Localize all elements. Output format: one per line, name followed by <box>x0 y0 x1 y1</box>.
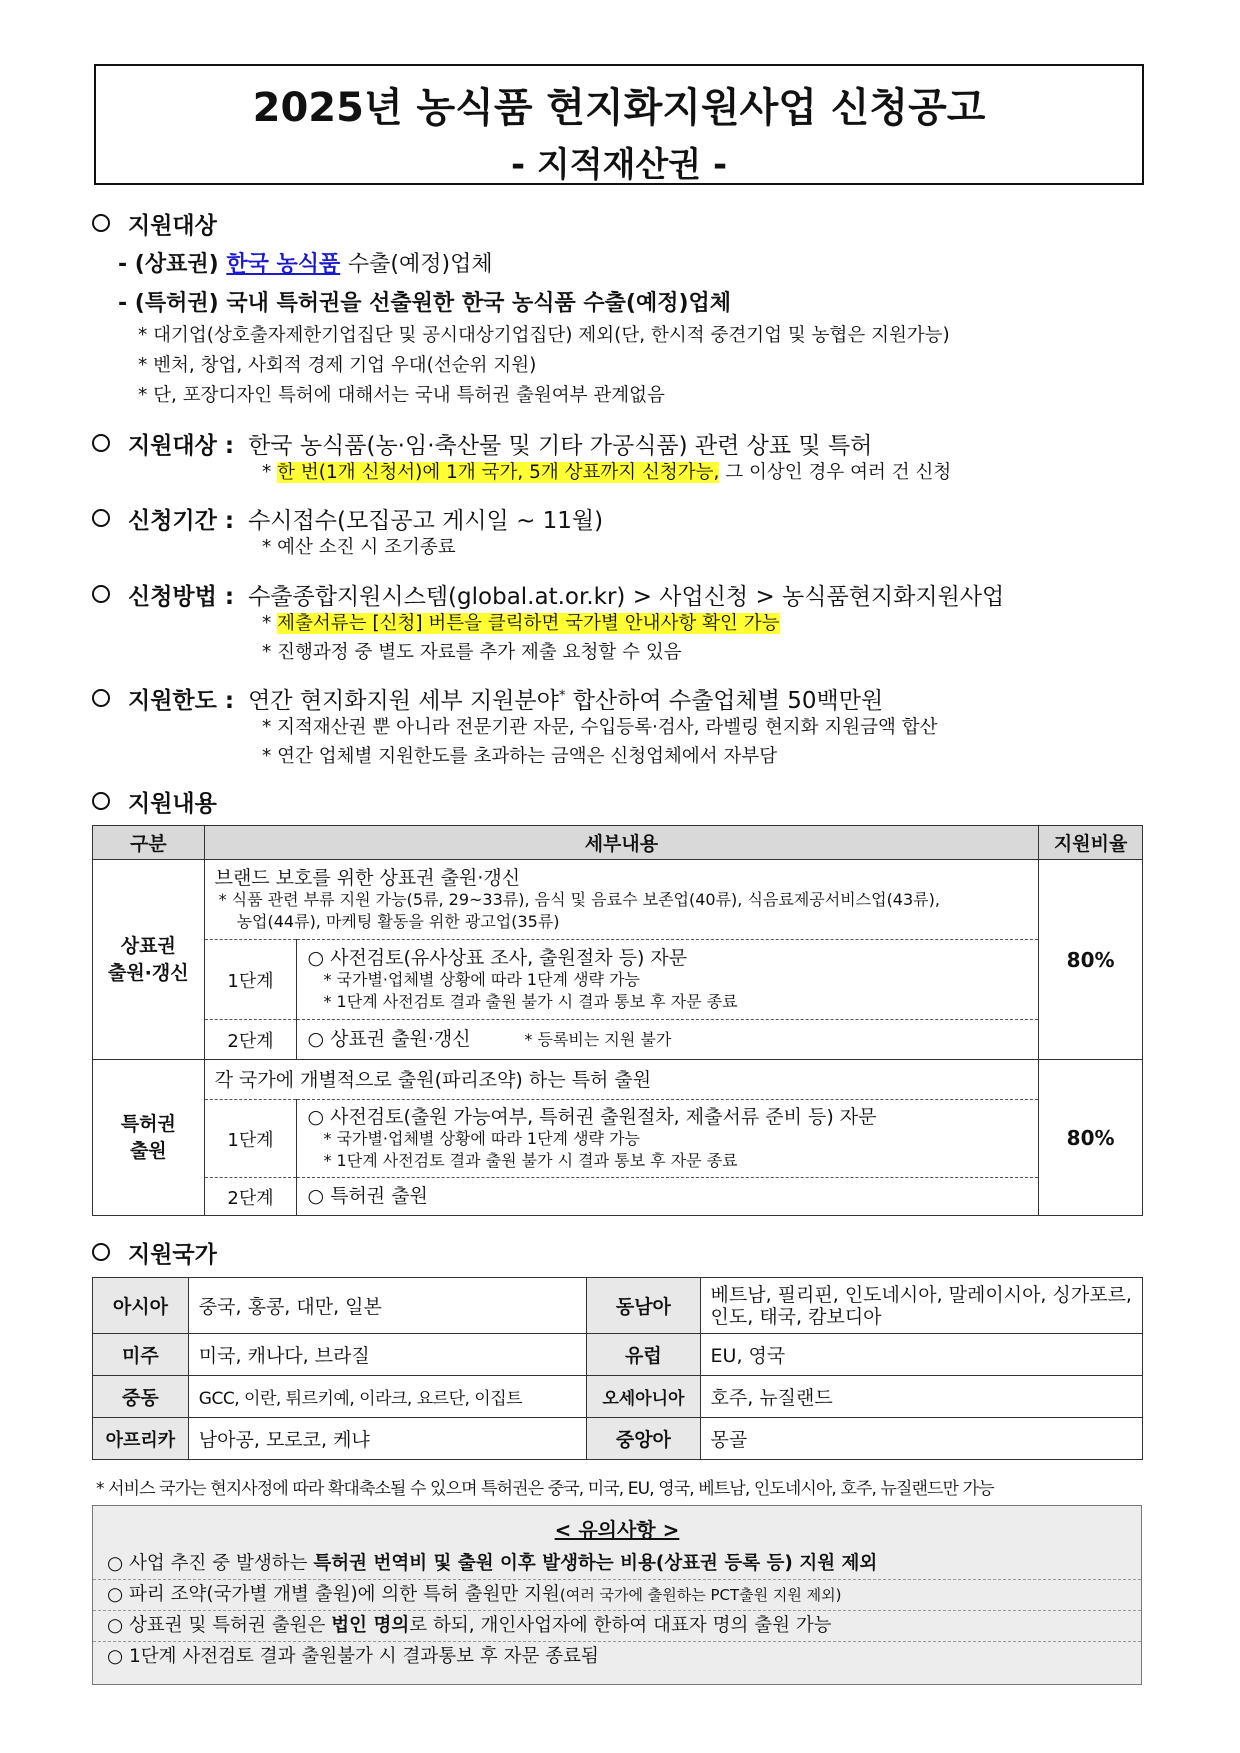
notice-item-1: ○ 사업 추진 중 발생하는 특허권 번역비 및 출원 이후 발생하는 비용(상표권 등록 등) 지원 제외 <box>107 1553 878 1574</box>
header-detail: 세부내용 <box>204 826 1039 860</box>
target-note-2: * 벤처, 창업, 사회적 경제 기업 우대(선순위 지원) <box>138 355 537 376</box>
target-note-1: * 대기업(상호출자제한기업집단 및 공시대상기업집단) 제외(단, 한시적 중견기업 및 농협은 지원가능) <box>138 325 950 346</box>
target-note-3: * 단, 포장디자인 특허에 대해서는 국내 특허권 출원여부 관계없음 <box>138 385 665 406</box>
section-scope-heading: 지원대상 : 한국 농식품(농·임·축산물 및 기타 가공식품) 관련 상표 및 특허 <box>92 427 872 460</box>
region-americas: 미주 <box>93 1334 189 1376</box>
table-row <box>93 1020 1143 1060</box>
region-middle-east: 중동 <box>93 1376 189 1418</box>
countries-europe: EU, 영국 <box>700 1334 1142 1376</box>
limit-note-2: * 연간 업체별 지원한도를 초과하는 금액은 신청업체에서 자부담 <box>262 746 778 767</box>
period-note: * 예산 소진 시 조기종료 <box>262 537 456 558</box>
table-row <box>93 1178 1143 1216</box>
trademark-intro: 브랜드 보호를 위한 상표권 출원·갱신 * 식품 관련 부류 지원 가능(5류, 29~33류), 음식 및 음료수 보존업(40류), 식음료제공서비스업(43류), 농업(44류), 마케팅 활동을 위한 광고업(35류) <box>204 860 1039 940</box>
notice-box <box>92 1505 1142 1685</box>
countries-oceania: 호주, 뉴질랜드 <box>700 1376 1142 1418</box>
section-period-heading: 신청기간 : 수시접수(모집공고 게시일 ~ 11월) <box>92 502 603 535</box>
table-row <box>93 1334 1143 1376</box>
table-row <box>93 1418 1143 1460</box>
region-africa: 아프리카 <box>93 1418 189 1460</box>
trademark-link[interactable]: 한국 농식품 <box>226 252 341 277</box>
table-row <box>93 1278 1143 1334</box>
method-text: 수출종합지원시스템(global.at.or.kr) > 사업신청 > 농식품현지화지원사업 <box>248 584 1005 610</box>
notice-title: < 유의사항 > <box>554 1518 680 1542</box>
patent-category: 특허권 출원 <box>93 1060 205 1216</box>
notice-item-4: ○ 1단계 사전검토 결과 출원불가 시 결과통보 후 자문 종료됨 <box>93 1641 1141 1672</box>
trademark-stage2-detail: ○ 상표권 출원·갱신 * 등록비는 지원 불가 <box>297 1020 1039 1060</box>
support-content-table <box>92 825 1143 1216</box>
notice-item-3: ○ 상표권 및 특허권 출원은 법인 명의로 하되, 개인사업자에 한하여 대표자 명의 출원 가능 <box>93 1610 1141 1641</box>
trademark-stage2-label: 2단계 <box>204 1020 297 1060</box>
countries-table <box>92 1277 1143 1460</box>
countries-southeast-asia: 베트남, 필리핀, 인도네시아, 말레이시아, 싱가포르, 인도, 태국, 캄보디아 <box>700 1278 1142 1334</box>
circle-bullet-icon <box>92 1243 110 1261</box>
region-southeast-asia: 동남아 <box>587 1278 700 1334</box>
target-trademark-line: - (상표권) 한국 농식품 수출(예정)업체 <box>118 252 493 277</box>
title-box <box>94 64 1144 185</box>
circle-bullet-icon <box>92 585 110 603</box>
page-subtitle: - 지적재산권 - <box>510 145 728 185</box>
section-target-heading: 지원대상 <box>92 207 217 240</box>
method-note-1: * 제출서류는 [신청] 버튼을 클릭하면 국가별 안내사항 확인 가능 <box>262 613 780 634</box>
patent-ratio: 80% <box>1039 1060 1143 1216</box>
region-central-asia: 중앙아 <box>587 1418 700 1460</box>
section-countries-heading: 지원국가 <box>92 1236 217 1269</box>
scope-text: 한국 농식품(농·임·축산물 및 기타 가공식품) 관련 상표 및 특허 <box>248 433 873 459</box>
region-europe: 유럽 <box>587 1334 700 1376</box>
region-oceania: 오세아니아 <box>587 1376 700 1418</box>
region-asia: 아시아 <box>93 1278 189 1334</box>
scope-note: * 한 번(1개 신청서)에 1개 국가, 5개 상표까지 신청가능, 그 이상인 경우 여러 건 신청 <box>262 462 952 483</box>
countries-central-asia: 몽골 <box>700 1418 1142 1460</box>
circle-bullet-icon <box>92 509 110 527</box>
section-method-heading: 신청방법 : 수출종합지원시스템(global.at.or.kr) > 사업신청 > 농식품현지화지원사업 <box>92 578 1004 611</box>
circle-bullet-icon <box>92 689 110 707</box>
header-ratio: 지원비율 <box>1039 826 1143 860</box>
notice-item-2: ○ 파리 조약(국가별 개별 출원)에 의한 특허 출원만 지원(여러 국가에 출원하는 PCT출원 지원 제외) <box>93 1579 1141 1610</box>
table-row <box>93 1060 1143 1100</box>
limit-text: 연간 현지화지원 세부 지원분야* 합산하여 수출업체별 50백만원 <box>248 688 884 714</box>
circle-bullet-icon <box>92 434 110 452</box>
countries-middle-east: GCC, 이란, 튀르키예, 이라크, 요르단, 이집트 <box>188 1376 586 1418</box>
countries-africa: 남아공, 모로코, 케냐 <box>188 1418 586 1460</box>
method-note-highlight: 제출서류는 [신청] 버튼을 클릭하면 국가별 안내사항 확인 가능 <box>277 613 780 634</box>
trademark-stage1-label: 1단계 <box>204 940 297 1020</box>
table-row <box>93 1100 1143 1178</box>
method-note-2: * 진행과정 중 별도 자료를 추가 제출 요청할 수 있음 <box>262 642 682 663</box>
table-row <box>93 860 1143 940</box>
circle-bullet-icon <box>92 214 110 232</box>
section-limit-heading: 지원한도 : 연간 현지화지원 세부 지원분야* 합산하여 수출업체별 50백만원 <box>92 682 883 715</box>
scope-note-highlight: 한 번(1개 신청서)에 1개 국가, 5개 상표까지 신청가능, <box>277 462 720 483</box>
patent-intro: 각 국가에 개별적으로 출원(파리조약) 하는 특허 출원 <box>204 1060 1039 1100</box>
patent-stage1-label: 1단계 <box>204 1100 297 1178</box>
trademark-category: 상표권 출원·갱신 <box>93 860 205 1060</box>
patent-stage1-detail: ○ 사전검토(출원 가능여부, 특허권 출원절차, 제출서류 준비 등) 자문 * 국가별·업체별 상황에 따라 1단계 생략 가능 * 1단계 사전검토 결과 출원 불가 시 결과 통보 후 자문 종료 <box>297 1100 1039 1178</box>
section-content-heading: 지원내용 <box>92 785 217 818</box>
countries-asia: 중국, 홍콩, 대만, 일본 <box>188 1278 586 1334</box>
header-category: 구분 <box>93 826 205 860</box>
patent-stage2-detail: ○ 특허권 출원 <box>297 1178 1039 1216</box>
table-row <box>93 1376 1143 1418</box>
countries-americas: 미국, 캐나다, 브라질 <box>188 1334 586 1376</box>
countries-footnote: * 서비스 국가는 현지사정에 따라 확대축소될 수 있으며 특허권은 중국, 미국, EU, 영국, 베트남, 인도네시아, 호주, 뉴질랜드만 가능 <box>96 1479 994 1499</box>
trademark-ratio: 80% <box>1039 860 1143 1060</box>
period-text: 수시접수(모집공고 게시일 ~ 11월) <box>248 508 604 534</box>
page-title: 2025년 농식품 현지화지원사업 신청공고 <box>252 85 986 131</box>
patent-stage2-label: 2단계 <box>204 1178 297 1216</box>
target-patent-line: - (특허권) 국내 특허권을 선출원한 한국 농식품 수출(예정)업체 <box>118 291 732 316</box>
table-row <box>93 940 1143 1020</box>
trademark-stage1-detail: ○ 사전검토(유사상표 조사, 출원절차 등) 자문 * 국가별·업체별 상황에 따라 1단계 생략 가능 * 1단계 사전검토 결과 출원 불가 시 결과 통보 후 자문 종료 <box>297 940 1039 1020</box>
limit-note-1: * 지적재산권 뿐 아니라 전문기관 자문, 수입등록·검사, 라벨링 현지화 지원금액 합산 <box>262 717 938 738</box>
circle-bullet-icon <box>92 792 110 810</box>
